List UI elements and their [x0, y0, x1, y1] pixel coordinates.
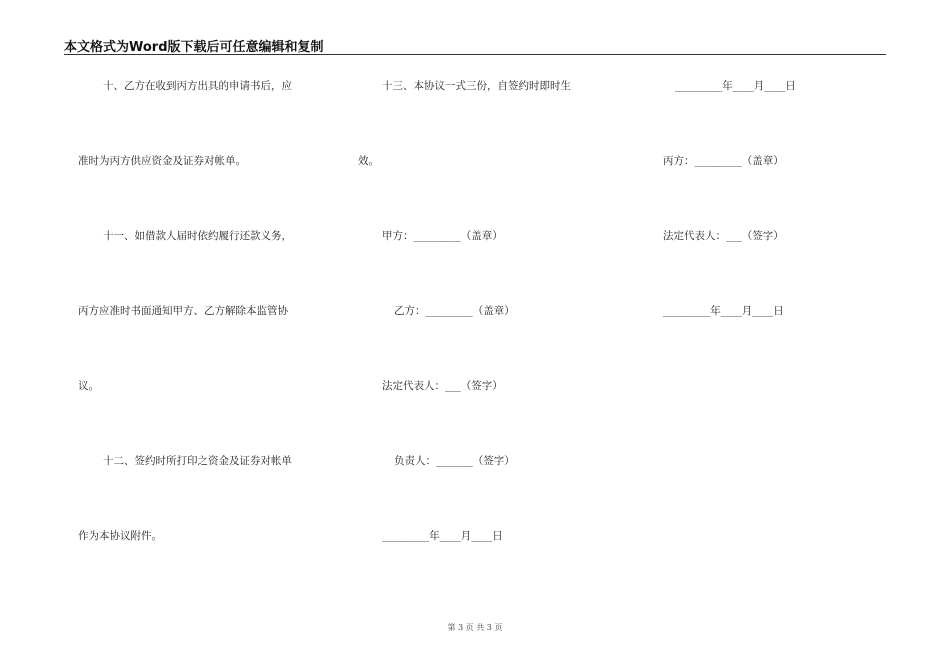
party-c-date: _________年____月____日: [663, 305, 784, 317]
party-b-date: _________年____月____日: [382, 530, 503, 542]
clause-13-line2: 效。: [358, 155, 379, 167]
party-c-legal-rep: 法定代表人：___（签字）: [663, 230, 784, 242]
party-b-legal-rep: 法定代表人：___（签字）: [382, 380, 503, 392]
clause-12-line2: 作为本协议附件。: [78, 530, 162, 542]
clause-13-line1: 十三、本协议一式三份，自签约时即时生: [382, 80, 571, 92]
party-a-seal: 甲方：_________（盖章）: [382, 230, 503, 242]
clause-10-line2: 准时为丙方供应资金及证券对帐单。: [78, 155, 246, 167]
page-header: [64, 36, 886, 55]
header-title: 本文格式为Word版下载后可任意编辑和复制: [64, 40, 324, 55]
clause-11-line3: 议。: [78, 380, 99, 392]
clause-11-line2: 丙方应准时书面通知甲方、乙方解除本监管协: [78, 305, 288, 317]
party-b-seal: 乙方：_________（盖章）: [394, 305, 515, 317]
clause-11-line1: 十一、如借款人届时依约履行还款义务，: [103, 230, 292, 242]
party-b-responsible: 负责人：_______（签字）: [394, 455, 515, 467]
party-a-date: _________年____月____日: [675, 80, 796, 92]
clause-12-line1: 十二、签约时所打印之资金及证券对帐单: [103, 455, 292, 467]
party-c-seal: 丙方：_________（盖章）: [663, 155, 784, 167]
clause-10-line1: 十、乙方在收到丙方出具的申请书后，应: [103, 80, 292, 92]
page-footer: 第 3 页 共 3 页: [447, 623, 503, 632]
